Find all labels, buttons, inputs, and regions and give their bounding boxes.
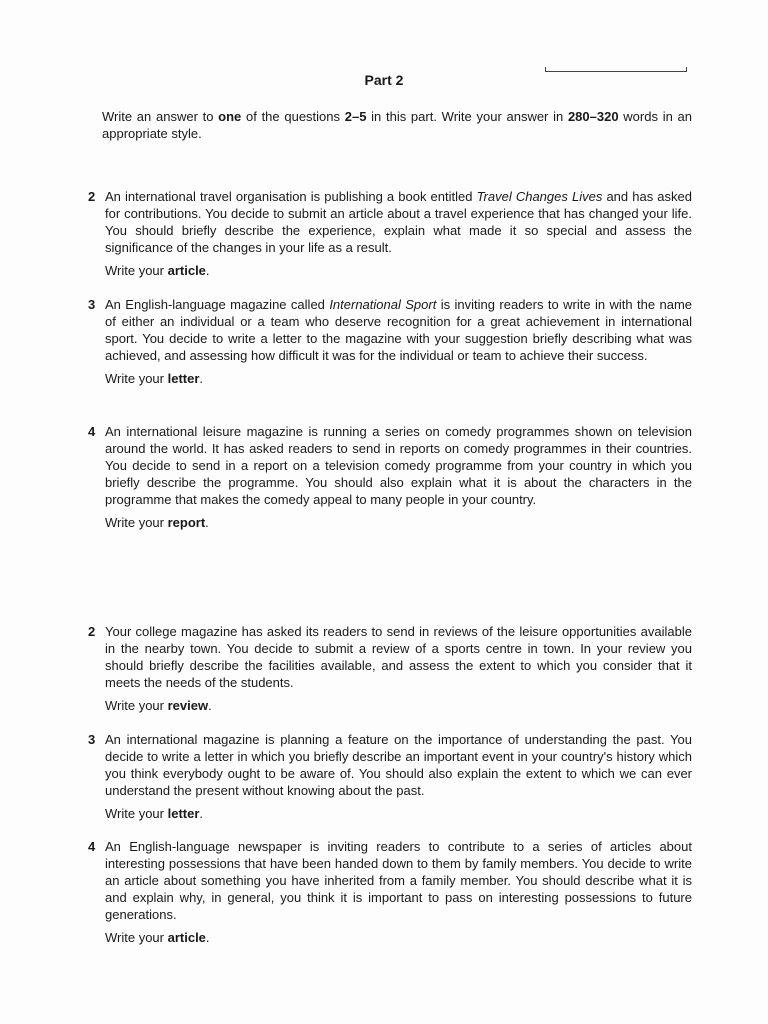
instructions: Write an answer to one of the questions 2–5 in this part. Write your answer in 280–320 words in an appropriate style. <box>102 109 692 141</box>
question-text: Your college magazine has asked its readers to send in reviews of the leisure opportunities available in the nearby town. You decide to submit a review of a sports centre in town. In your review you should briefly describe the facilities available, and assess the extent to which you consider that it meets the needs of the students. <box>105 624 692 690</box>
question-number: 2 <box>88 624 96 639</box>
question-number: 2 <box>88 189 96 204</box>
write-instruction: Write your article. <box>105 930 210 945</box>
write-instruction: Write your review. <box>105 698 212 713</box>
write-instruction: Write your article. <box>105 263 210 278</box>
question-2 <box>88 188 692 279</box>
question-text: An international travel organisation is publishing a book entitled Travel Changes Lives and has asked for contributions. You decide to submit an article about a travel experience that has changed your life. You should briefly describe the experience, explain what made it so special and assess the significance of the changes in your life as a result. <box>105 189 693 255</box>
page-title: Part 2 <box>364 72 404 88</box>
question-number: 3 <box>88 732 96 747</box>
write-instruction: Write your report. <box>105 515 209 530</box>
question-3-alt <box>88 731 692 822</box>
question-number: 4 <box>88 839 96 854</box>
question-text: An international magazine is planning a feature on the importance of understanding the past. You decide to write a letter in which you briefly describe an important event in your country's history which you think everybody ought to be aware of. You should also explain the extent to which we can ever understand the present without knowing about the past. <box>105 732 692 798</box>
write-instruction: Write your letter. <box>105 806 204 821</box>
question-4 <box>88 423 692 531</box>
question-2-alt <box>88 623 692 714</box>
question-number: 4 <box>88 424 96 439</box>
question-3 <box>88 296 692 387</box>
question-4-alt <box>88 838 692 946</box>
write-instruction: Write your letter. <box>105 371 204 386</box>
question-number: 3 <box>88 297 96 312</box>
question-text: An English-language newspaper is inviting readers to contribute to a series of articles about interesting possessions that have been handed down to them by family members. You decide to write an article about something you have inherited from a family member. You should describe what it is and explain why, in general, you think it is important to pass on interesting possessions to future generations. <box>105 839 692 922</box>
question-text: An international leisure magazine is running a series on comedy programmes shown on television around the world. It has asked readers to send in reports on comedy programmes in their countries. You decide to send in a report on a television comedy programme from your country in which you briefly describe the programme. You should also explain what it is about the characters in the programme that makes the comedy appeal to many people in your country. <box>105 424 692 507</box>
question-text: An English-language magazine called International Sport is inviting readers to write in with the name of either an individual or a team who deserve recognition for a great achievement in international sport. You decide to write a letter to the magazine with your suggestion briefly describing what was achieved, and assessing how difficult it was for the individual or team to achieve their success. <box>105 297 693 363</box>
